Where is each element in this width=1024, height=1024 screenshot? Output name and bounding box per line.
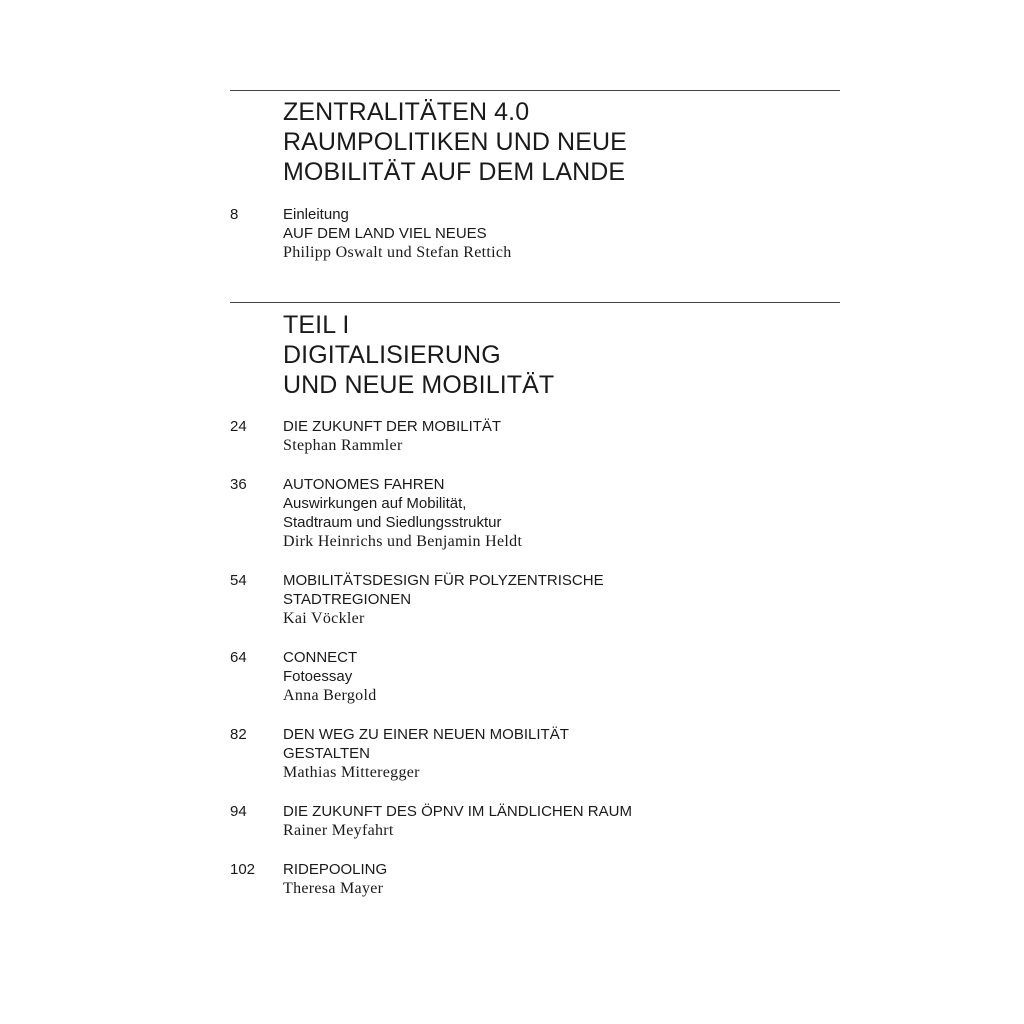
- divider-rule: [230, 90, 840, 91]
- toc-entry-author: Rainer Meyfahrt: [283, 822, 394, 839]
- toc-entry-body: [283, 417, 501, 456]
- toc-entry-body: [283, 725, 569, 783]
- toc-entry-author: Theresa Mayer: [283, 880, 384, 897]
- toc-entry-title: DEN WEG ZU EINER NEUEN MOBILITÄT: [283, 726, 569, 743]
- toc-page-number: 8: [230, 206, 239, 223]
- book-title-line: MOBILITÄT AUF DEM LANDE: [283, 158, 626, 186]
- toc-entry-subtitle: Fotoessay: [283, 668, 353, 685]
- toc-entry-title: CONNECT: [283, 649, 358, 666]
- toc-entry-title: MOBILITÄTSDESIGN FÜR POLYZENTRISCHE: [283, 572, 604, 589]
- toc-entry-title: RIDEPOOLING: [283, 861, 388, 878]
- toc-entry-title: DIE ZUKUNFT DER MOBILITÄT: [283, 418, 502, 435]
- toc-entry-body: [283, 802, 632, 841]
- toc-entry-title: AUF DEM LAND VIEL NEUES: [283, 225, 487, 242]
- toc-entry-body: [283, 571, 604, 629]
- toc-entry-subtitle: Auswirkungen auf Mobilität,: [283, 495, 467, 512]
- toc-entry-body: [283, 648, 377, 706]
- toc-entry-title: AUTONOMES FAHREN: [283, 476, 445, 493]
- toc-page-number: 102: [230, 861, 256, 878]
- toc-entry-body: [283, 860, 387, 899]
- toc-entry-author: Kai Vöckler: [283, 610, 365, 627]
- toc-entry-author: Anna Bergold: [283, 687, 377, 704]
- part-title-line: UND NEUE MOBILITÄT: [283, 371, 555, 399]
- toc-entry-title: DIE ZUKUNFT DES ÖPNV IM LÄNDLICHEN RAUM: [283, 803, 632, 820]
- toc-entry-author: Dirk Heinrichs und Benjamin Heldt: [283, 533, 523, 550]
- book-title-line: RAUMPOLITIKEN UND NEUE: [283, 128, 627, 156]
- toc-entry-author: Stephan Rammler: [283, 437, 403, 454]
- part-title: [283, 310, 554, 400]
- part-title-line: DIGITALISIERUNG: [283, 341, 501, 369]
- toc-entry-title: GESTALTEN: [283, 745, 370, 762]
- toc-entry-body: [283, 205, 512, 263]
- toc-entry-title: STADTREGIONEN: [283, 591, 412, 608]
- toc-page-number: 36: [230, 476, 247, 493]
- toc-entry-label: Einleitung: [283, 206, 349, 223]
- toc-page-number: 82: [230, 726, 247, 743]
- toc-page-number: 64: [230, 649, 247, 666]
- toc-page-number: 94: [230, 803, 247, 820]
- part-title-line: TEIL I: [283, 311, 350, 339]
- toc-page-number: 54: [230, 572, 247, 589]
- toc-entry-subtitle: Stadtraum und Siedlungsstruktur: [283, 514, 502, 531]
- book-title-line: ZENTRALITÄTEN 4.0: [283, 98, 530, 126]
- divider-rule: [230, 302, 840, 303]
- toc-page-number: 24: [230, 418, 247, 435]
- book-title: [283, 97, 627, 187]
- toc-entry-author: Mathias Mitteregger: [283, 764, 420, 781]
- toc-entry-author: Philipp Oswalt und Stefan Rettich: [283, 244, 512, 261]
- toc-entry-body: [283, 475, 522, 552]
